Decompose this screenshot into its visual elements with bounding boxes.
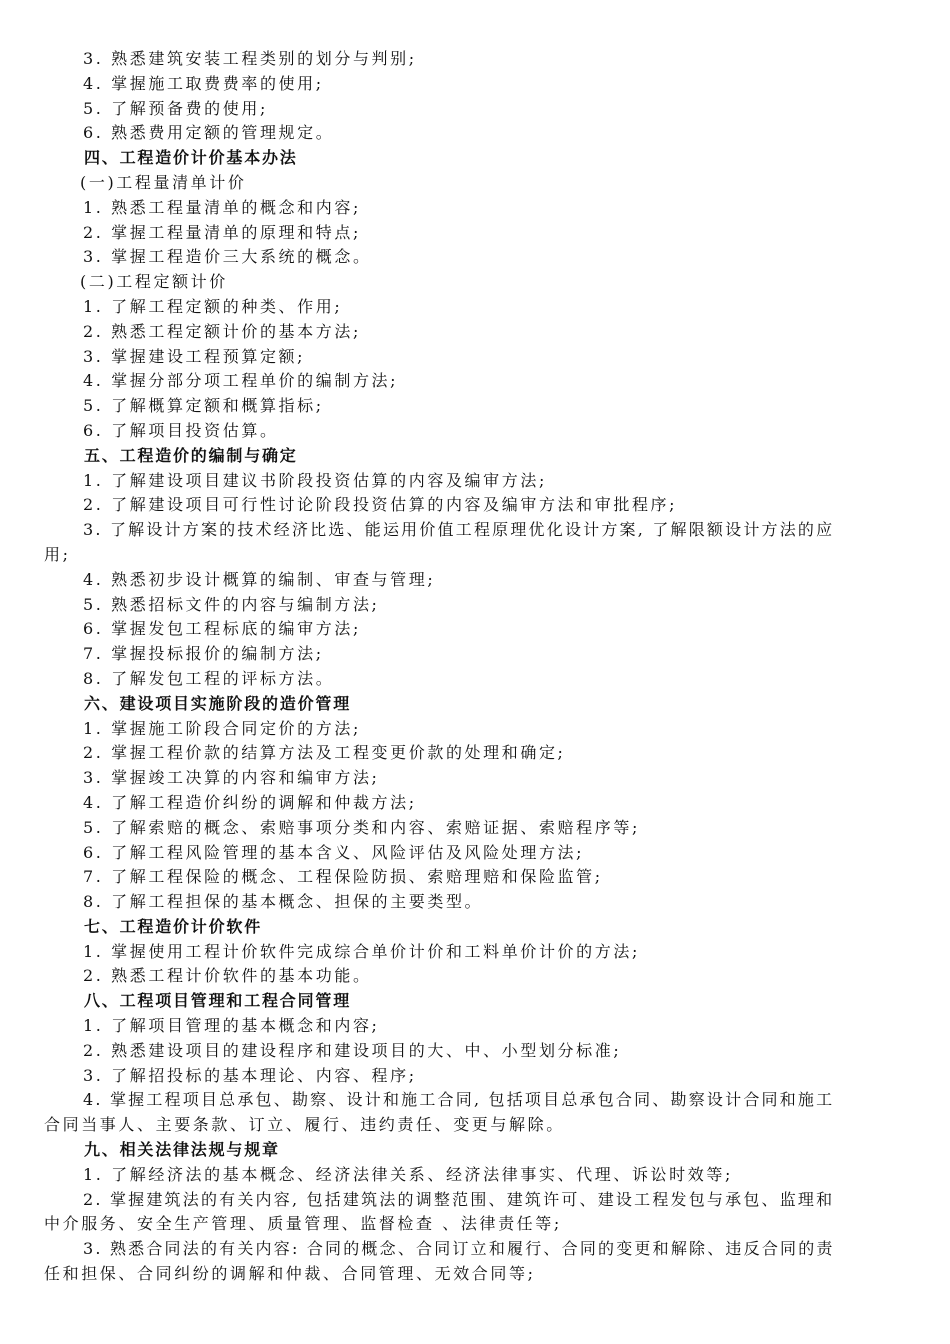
list-item: 2. 了解建设项目可行性讨论阶段投资估算的内容及编审方法和审批程序; bbox=[83, 495, 678, 515]
list-item: 8. 了解发包工程的评标方法。 bbox=[83, 668, 335, 688]
list-item: 5. 了解概算定额和概算指标; bbox=[83, 396, 324, 416]
paragraph-continuation: 任和担保、合同纠纷的调解和仲裁、合同管理、无效合同等; bbox=[44, 1264, 536, 1284]
list-item: 2. 掌握工程价款的结算方法及工程变更价款的处理和确定; bbox=[83, 743, 566, 763]
list-item: 1. 熟悉工程量清单的概念和内容; bbox=[83, 197, 361, 217]
list-item: 4. 掌握分部分项工程单价的编制方法; bbox=[83, 371, 399, 391]
paragraph-line: 3. 了解设计方案的技术经济比选、能运用价值工程原理优化设计方案, 了解限额设计方法的应 bbox=[83, 520, 835, 540]
list-item: 5. 了解索赔的概念、索赔事项分类和内容、索赔证据、索赔程序等; bbox=[83, 817, 640, 837]
list-item: 2. 熟悉工程计价软件的基本功能。 bbox=[83, 966, 372, 986]
document-page bbox=[0, 47, 950, 1287]
list-item: 5. 了解预备费的使用; bbox=[83, 98, 268, 118]
list-item: 2. 熟悉工程定额计价的基本方法; bbox=[83, 321, 361, 341]
paragraph-continuation: 中介服务、安全生产管理、质量管理、监督检查 、法律责任等; bbox=[44, 1214, 562, 1234]
list-item: 6. 了解项目投资估算。 bbox=[83, 420, 279, 440]
list-item: 1. 了解工程定额的种类、作用; bbox=[83, 296, 343, 316]
section-heading: 四、工程造价计价基本办法 bbox=[84, 148, 298, 168]
list-item: 1. 了解经济法的基本概念、经济法律关系、经济法律事实、代理、诉讼时效等; bbox=[83, 1164, 733, 1184]
section-heading: 五、工程造价的编制与确定 bbox=[84, 445, 298, 465]
list-item: 1. 掌握施工阶段合同定价的方法; bbox=[83, 718, 361, 738]
list-item: 6. 掌握发包工程标底的编审方法; bbox=[83, 619, 361, 639]
list-item: 3. 熟悉建筑安装工程类别的划分与判别; bbox=[83, 49, 417, 68]
list-item: 4. 了解工程造价纠纷的调解和仲裁方法; bbox=[83, 792, 417, 812]
section-heading: 七、工程造价计价软件 bbox=[84, 916, 263, 936]
subsection-heading: (一)工程量清单计价 bbox=[80, 172, 247, 192]
section-heading: 六、建设项目实施阶段的造价管理 bbox=[84, 693, 352, 713]
list-item: 2. 掌握工程量清单的原理和特点; bbox=[83, 222, 361, 242]
list-item: 4. 掌握施工取费费率的使用; bbox=[83, 73, 324, 93]
paragraph-line: 3. 熟悉合同法的有关内容: 合同的概念、合同订立和履行、合同的变更和解除、违反合同的责 bbox=[83, 1239, 835, 1259]
list-item: 6. 了解工程风险管理的基本含义、风险评估及风险处理方法; bbox=[83, 842, 585, 862]
paragraph-continuation: 用; bbox=[44, 544, 71, 564]
list-item: 1. 了解项目管理的基本概念和内容; bbox=[83, 1016, 380, 1036]
list-item: 6. 熟悉费用定额的管理规定。 bbox=[83, 123, 335, 143]
list-item: 3. 了解招投标的基本理论、内容、程序; bbox=[83, 1065, 417, 1085]
list-item: 7. 掌握投标报价的编制方法; bbox=[83, 644, 324, 664]
section-heading: 八、工程项目管理和工程合同管理 bbox=[84, 991, 352, 1011]
list-item: 7. 了解工程保险的概念、工程保险防损、索赔理赔和保险监管; bbox=[83, 867, 603, 887]
list-item: 3. 掌握竣工决算的内容和编审方法; bbox=[83, 768, 380, 788]
list-item: 8. 了解工程担保的基本概念、担保的主要类型。 bbox=[83, 892, 484, 912]
list-item: 1. 掌握使用工程计价软件完成综合单价计价和工料单价计价的方法; bbox=[83, 941, 640, 961]
list-item: 4. 熟悉初步设计概算的编制、审查与管理; bbox=[83, 569, 436, 589]
paragraph-line: 4. 掌握工程项目总承包、勘察、设计和施工合同, 包括项目总承包合同、勘察设计合同和施工 bbox=[83, 1090, 835, 1110]
list-item: 3. 掌握工程造价三大系统的概念。 bbox=[83, 247, 372, 267]
list-item: 5. 熟悉招标文件的内容与编制方法; bbox=[83, 594, 380, 614]
subsection-heading: (二)工程定额计价 bbox=[80, 272, 228, 292]
list-item: 2. 熟悉建设项目的建设程序和建设项目的大、中、小型划分标准; bbox=[83, 1040, 622, 1060]
section-heading: 九、相关法律法规与规章 bbox=[84, 1140, 280, 1160]
paragraph-line: 2. 掌握建筑法的有关内容, 包括建筑法的调整范围、建筑许可、建设工程发包与承包、监理和 bbox=[83, 1189, 835, 1209]
list-item: 3. 掌握建设工程预算定额; bbox=[83, 346, 306, 366]
list-item: 1. 了解建设项目建议书阶段投资估算的内容及编审方法; bbox=[83, 470, 547, 490]
paragraph-continuation: 合同当事人、主要条款、订立、履行、违约责任、变更与解除。 bbox=[44, 1115, 565, 1135]
